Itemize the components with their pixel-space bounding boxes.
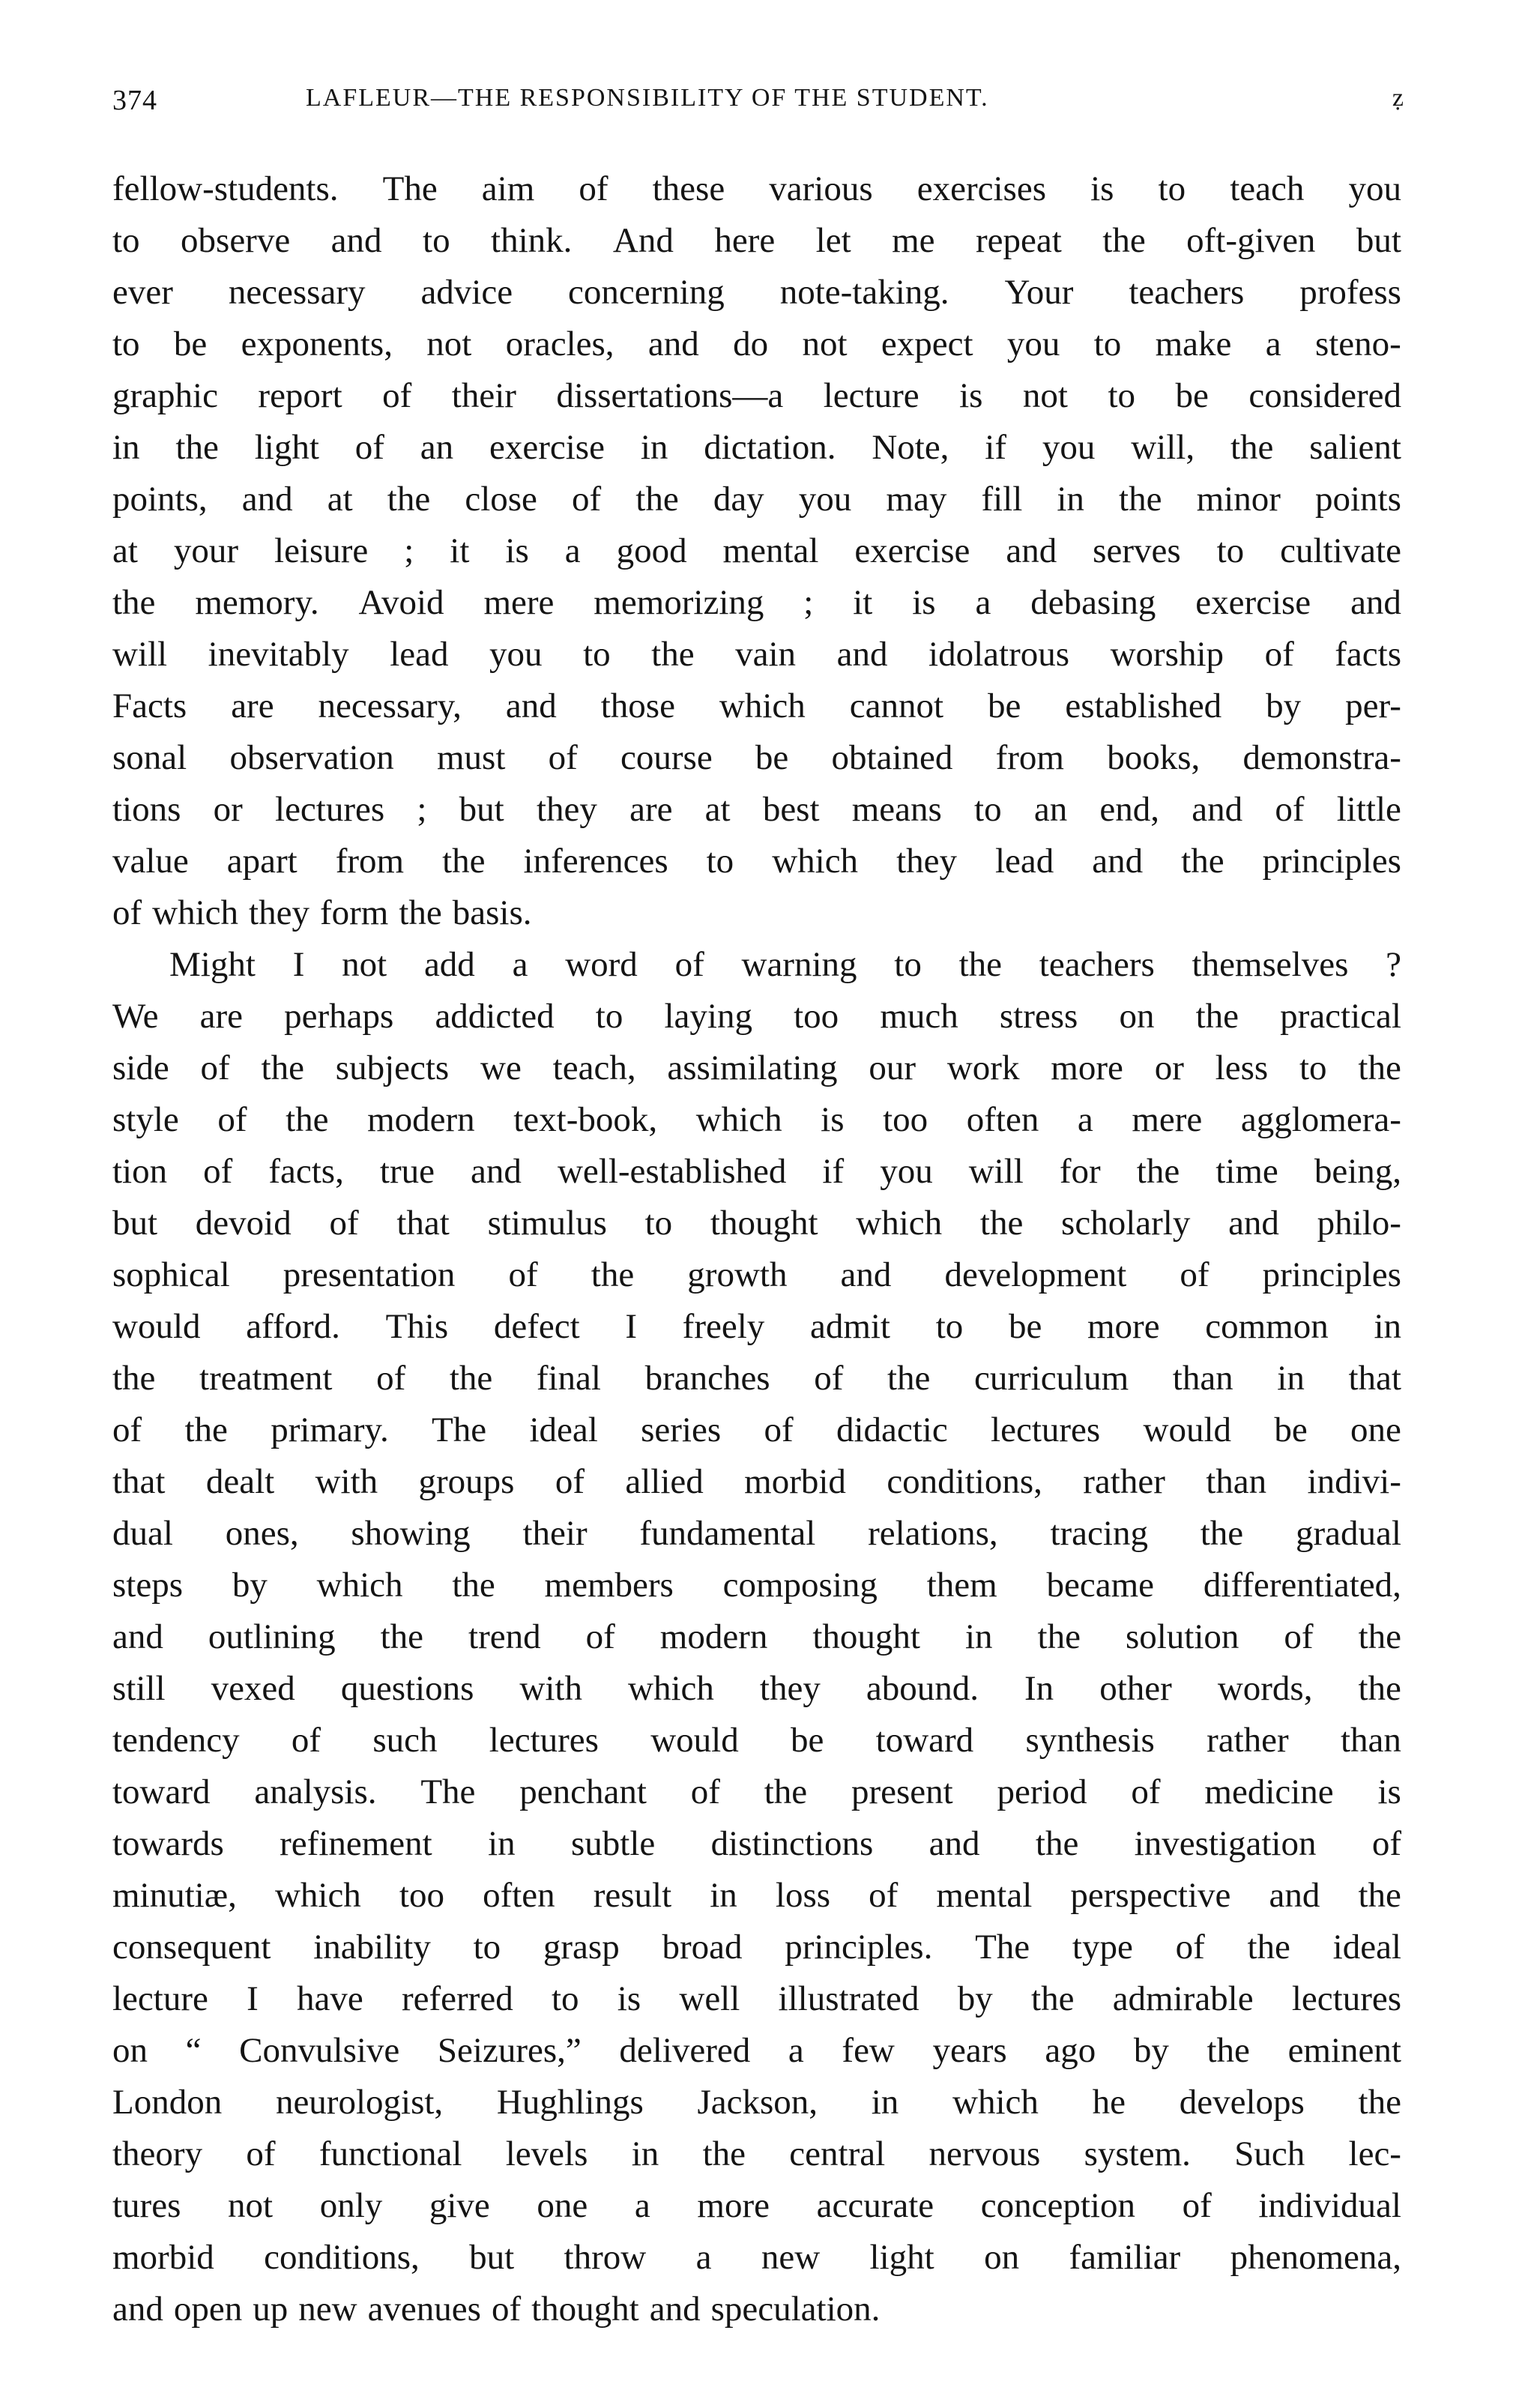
page-number: 374 xyxy=(112,85,157,116)
text-line: points, and at the close of the day you may fill in the minor points xyxy=(112,480,1401,519)
text-line: of the primary. The ideal series of didactic lectures would be one xyxy=(112,1410,1401,1449)
running-head xyxy=(112,84,1404,136)
text-line: at your leisure ; it is a good mental exercise and serves to cultivate xyxy=(112,531,1401,570)
page xyxy=(112,84,1404,2335)
text-line: side of the subjects we teach, assimilating our work more or less to the xyxy=(112,1048,1401,1087)
text-line: London neurologist, Hughlings Jackson, in which he develops the xyxy=(112,2083,1401,2122)
text-line: still vexed questions with which they abound. In other words, the xyxy=(112,1669,1401,1708)
text-line: We are perhaps addicted to laying too much stress on the practical xyxy=(112,997,1401,1036)
text-line: lecture I have referred to is well illustrated by the admirable lectures xyxy=(112,1979,1401,2018)
text-line: that dealt with groups of allied morbid conditions, rather than indivi- xyxy=(112,1462,1401,1501)
text-line: towards refinement in subtle distinctions and the investigation of xyxy=(112,1824,1401,1863)
text-line: tendency of such lectures would be toward synthesis rather than xyxy=(112,1721,1401,1760)
text-line: the treatment of the final branches of the curriculum than in that xyxy=(112,1359,1401,1398)
text-line: value apart from the inferences to which they lead and the principles xyxy=(112,842,1401,881)
text-line: to observe and to think. And here let me repeat the oft-given but xyxy=(112,221,1401,260)
text-line: morbid conditions, but throw a new light on familiar phenomena, xyxy=(112,2238,1401,2277)
paragraph xyxy=(112,163,1401,939)
text-line: Facts are necessary, and those which cannot be established by per- xyxy=(112,687,1401,725)
text-line: on “ Convulsive Seizures,” delivered a few years ago by the eminent xyxy=(112,2031,1401,2070)
text-line: toward analysis. The penchant of the present period of medicine is xyxy=(112,1772,1401,1811)
text-line: the memory. Avoid mere memorizing ; it is a debasing exercise and xyxy=(112,583,1401,622)
text-line: style of the modern text-book, which is too often a mere agglomera- xyxy=(112,1100,1401,1139)
running-head-title: LAFLEUR—THE RESPONSIBILITY OF THE STUDENT. xyxy=(306,84,989,112)
text-line: steps by which the members composing them became differentiated, xyxy=(112,1566,1401,1605)
text-line: graphic report of their dissertations—a lecture is not to be considered xyxy=(112,376,1401,415)
text-line: tions or lectures ; but they are at best means to an end, and of little xyxy=(112,790,1401,829)
text-line: fellow-students. The aim of these various exercises is to teach you xyxy=(112,169,1401,208)
text-line: of which they form the basis. xyxy=(112,893,532,932)
text-line: Might I not add a word of warning to the teachers themselves ? xyxy=(169,945,1401,984)
text-line: tures not only give one a more accurate conception of individual xyxy=(112,2186,1401,2225)
paragraph xyxy=(112,939,1401,2335)
text-line: minutiæ, which too often result in loss of mental perspective and the xyxy=(112,1876,1401,1915)
text-line: and outlining the trend of modern thought in the solution of the xyxy=(112,1617,1401,1656)
text-line: ever necessary advice concerning note-taking. Your teachers profess xyxy=(112,273,1401,312)
text-line: tion of facts, true and well-established if you will for the time being, xyxy=(112,1152,1401,1191)
running-head-mark: ẓ xyxy=(1392,84,1404,112)
text-line: dual ones, showing their fundamental relations, tracing the gradual xyxy=(112,1514,1401,1553)
text-line: but devoid of that stimulus to thought which the scholarly and philo- xyxy=(112,1204,1401,1243)
body-text xyxy=(112,163,1401,2335)
text-line: in the light of an exercise in dictation. Note, if you will, the salient xyxy=(112,428,1401,467)
text-line: and open up new avenues of thought and speculation. xyxy=(112,2290,881,2329)
text-line: would afford. This defect I freely admit to be more common in xyxy=(112,1307,1401,1346)
text-line: sophical presentation of the growth and development of principles xyxy=(112,1255,1401,1294)
text-line: to be exponents, not oracles, and do not expect you to make a steno- xyxy=(112,325,1401,363)
text-line: consequent inability to grasp broad principles. The type of the ideal xyxy=(112,1928,1401,1967)
text-line: sonal observation must of course be obtained from books, demonstra- xyxy=(112,738,1401,777)
text-line: theory of functional levels in the central nervous system. Such lec- xyxy=(112,2134,1401,2173)
text-line: will inevitably lead you to the vain and idolatrous worship of facts xyxy=(112,635,1401,674)
